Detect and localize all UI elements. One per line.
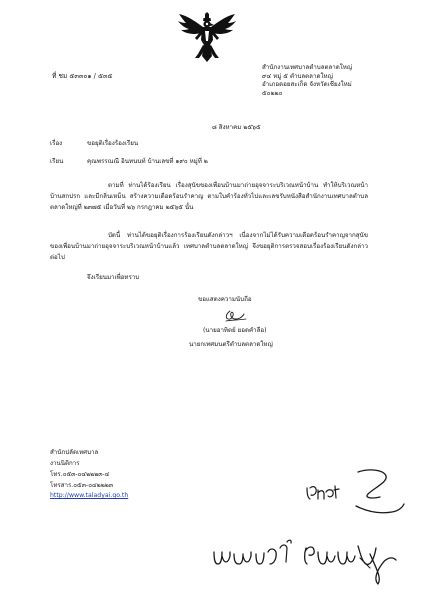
footer-website-link[interactable]: http://www.taladyai.go.th	[50, 492, 129, 500]
recipient-text: คุณพรรณณี อินทนนท์ บ้านเลขที่ ๑๙๐ หมู่ที่ ๒	[87, 158, 208, 165]
signer-name: (นายอาทิตย์ ยอดคำลือ)	[203, 327, 267, 334]
handwritten-scribble-icon	[350, 466, 410, 532]
garuda-emblem-icon	[176, 12, 238, 64]
recipient-label: เรียน	[50, 158, 64, 165]
footer-contact	[50, 448, 128, 502]
signer-title: นายกเทศมนตรีตำบลตลาดใหญ่	[189, 341, 273, 348]
subject-text: ขอยุติเรื่องร้องเรียน	[87, 140, 139, 147]
footer-office: สำนักปลัดเทศบาล	[50, 449, 99, 456]
body-paragraph-2: บัดนี้ ท่านได้ขอยุติเรื่องการร้องเรียนดังกล่าวฯ เนื่องจากไม่ได้รับความเดือดร้อนรำคาญจากสุนัขของเพื่อนบ้านมาถ่ายอุจจาระบริเวณหน้าบ้านแล้ว เทศบาลตำบลตลาดใหญ่ จึงขอยุติการตรวจสอบเรื่องร้องเรียนดังกล่าว ต่อไป	[50, 232, 368, 262]
mayor-signature-icon	[222, 308, 252, 324]
footer-phone: โทร.๐๕๓-๐๔๒๒๒๓-๔	[50, 470, 110, 478]
subject-label: เรื่อง	[50, 140, 63, 147]
sender-address	[262, 64, 352, 99]
sender-address-line: สำนักงานเทศบาลตำบลตลาดใหญ่	[262, 64, 353, 71]
handwritten-initials-icon	[304, 480, 344, 504]
sender-address-line: ๕๐๒๒๐	[262, 90, 283, 98]
closing-salutation: ขอแสดงความนับถือ	[198, 296, 252, 303]
handwritten-recipient-signature-icon	[210, 534, 410, 586]
body-paragraph-1: ตามที่ ท่านได้ร้องเรียน เรื่องสุนัขของเพื่อนบ้านมาถ่ายอุจจาระบริเวณหน้าบ้าน ทำให้บริเวณหน้าบ้านสกปรก และมีกลิ่นเหม็น สร้างความเดือดร้อนรำคาญ ตามใบคำร้องทั่วไปและเลขรับหนังสือสำนักงานเทศบาลตำบลตลาดใหญ่ที่ ๒๓๗๕ เมื่อวันที่ ๒๖ กรกฎาคม ๒๕๖๕ นั้น	[50, 182, 368, 212]
closing-request: จึงเรียนมาเพื่อทราบ	[87, 274, 140, 281]
sender-address-line: อำเภอดอยสะเก็ด จังหวัดเชียงใหม่	[262, 81, 352, 89]
footer-fax: โทรสาร.๐๕๓-๐๔๒๒๒๓	[50, 481, 114, 489]
sender-address-line: ๙๔ หมู่ ๕ ตำบลตลาดใหญ่	[262, 72, 333, 80]
letter-date: ๘ สิงหาคม ๒๕๖๕	[212, 124, 261, 131]
footer-division: งานนิติการ	[50, 459, 80, 467]
document-number: ที่ ชม ๕๓๓๐๑ / ๕๓๕	[52, 72, 113, 80]
